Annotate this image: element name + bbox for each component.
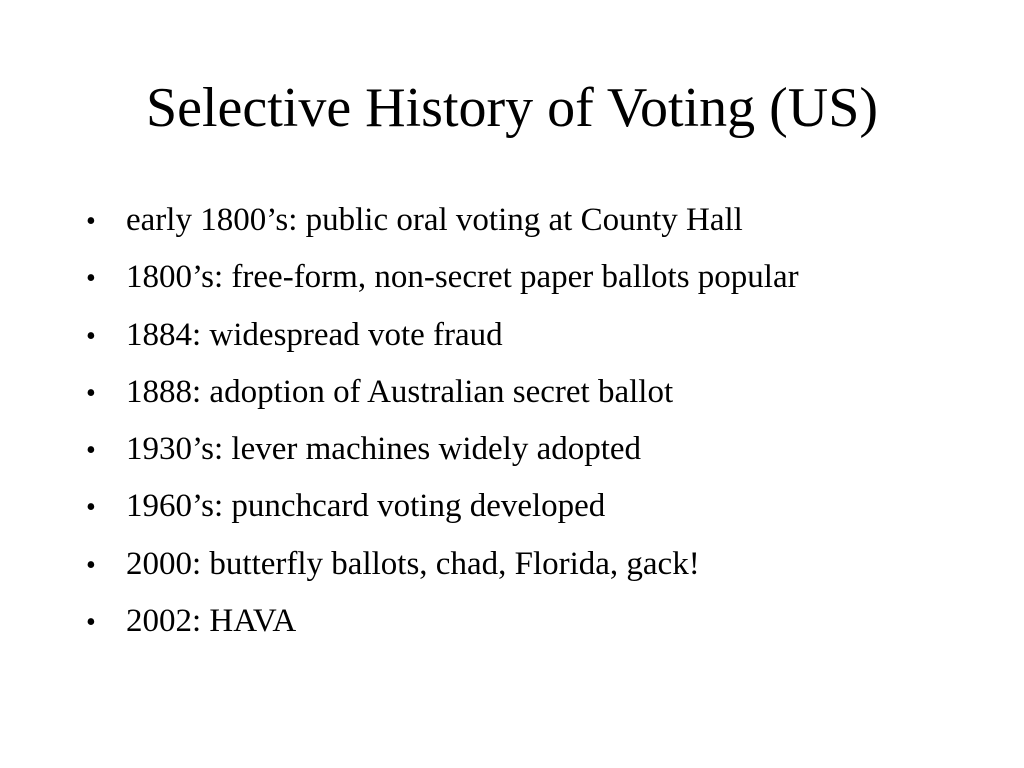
bullet-text: early 1800’s: public oral voting at County Hall [126, 202, 743, 238]
bullet-icon: • [86, 549, 96, 581]
bullet-icon: • [86, 377, 96, 409]
bullet-text: 2000: butterfly ballots, chad, Florida, gack! [126, 545, 700, 582]
bullet-item [86, 192, 986, 249]
bullet-text: 2002: HAVA [126, 603, 297, 640]
bullet-text: 1930’s: lever machines widely adopted [126, 431, 642, 468]
bullet-item [86, 536, 986, 593]
bullet-list [86, 192, 986, 650]
bullet-item [86, 478, 986, 535]
bullet-icon: • [86, 435, 96, 467]
bullet-item [86, 421, 986, 478]
bullet-icon: • [86, 607, 96, 639]
bullet-item [86, 307, 986, 364]
bullet-icon: • [86, 263, 96, 295]
bullet-text: 1884: widespread vote fraud [126, 316, 503, 353]
bullet-icon: • [86, 492, 96, 524]
bullet-icon: • [86, 206, 96, 237]
bullet-text: 1960’s: punchcard voting developed [126, 488, 606, 525]
bullet-item [86, 249, 986, 306]
bullet-text: 1800’s: free-form, non-secret paper ballots popular [126, 259, 799, 296]
bullet-item [86, 593, 986, 650]
bullet-text: 1888: adoption of Australian secret ballot [126, 373, 674, 410]
bullet-icon: • [86, 320, 96, 352]
bullet-item [86, 364, 986, 421]
slide-title: Selective History of Voting (US) [145, 77, 879, 139]
